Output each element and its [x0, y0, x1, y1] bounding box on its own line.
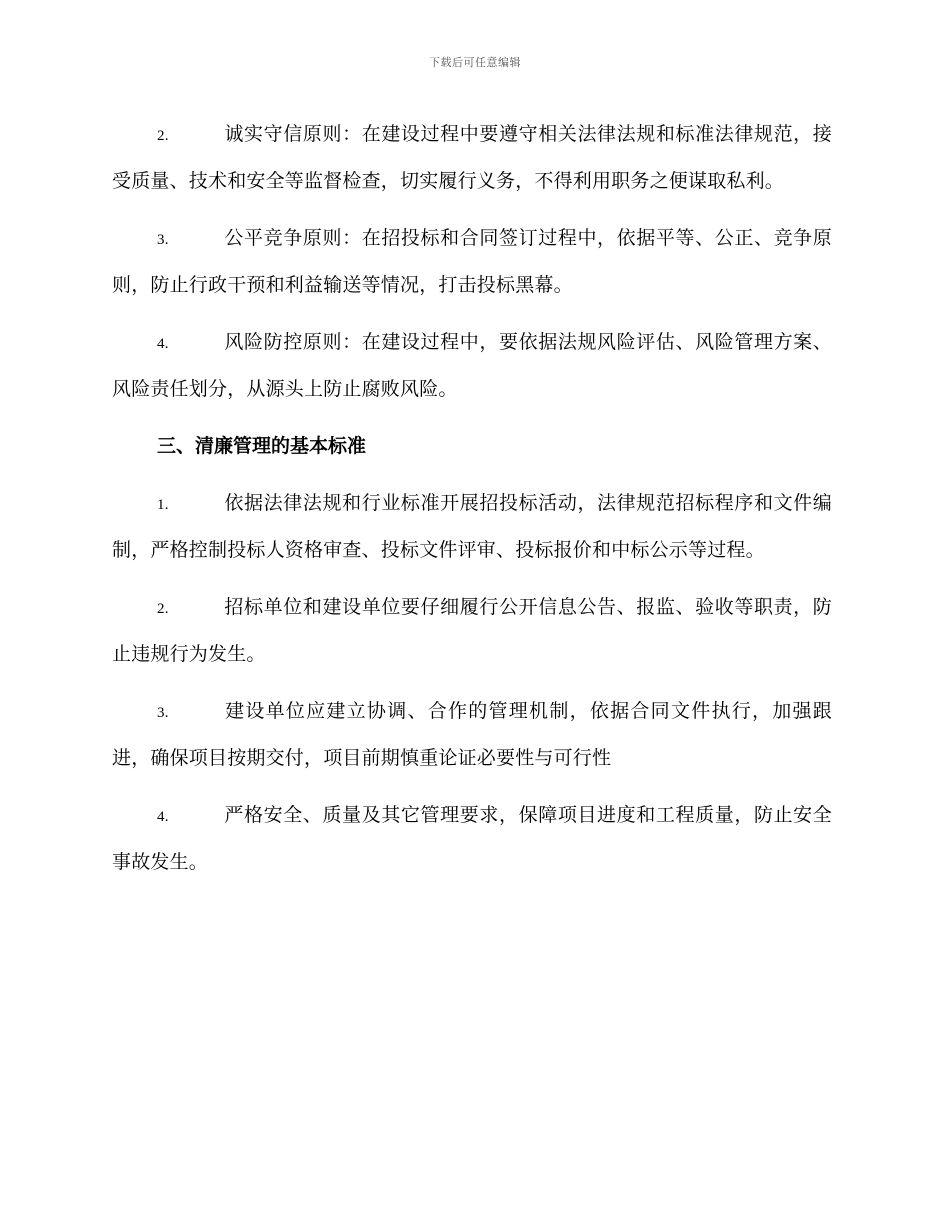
- principle-item-2: [112, 112, 832, 204]
- item-number: 4.: [157, 809, 169, 825]
- item-number: 2.: [157, 128, 169, 144]
- item-text: 诚实守信原则：在建设过程中要遵守相关法律法规和标准法律规范，接受质量、技术和安全等监督检查，切实履行义务，不得利用职务之便谋取私利。: [112, 123, 832, 192]
- standard-item-1: [112, 481, 832, 573]
- page-header: 下载后可任意编辑: [429, 56, 521, 69]
- standard-item-3: [112, 689, 832, 781]
- item-text: 招标单位和建设单位要仔细履行公开信息公告、报监、验收等职责，防止违规行为发生。: [112, 596, 832, 665]
- document-body: [112, 112, 832, 897]
- item-number: 2.: [157, 601, 169, 617]
- standard-item-2: [112, 585, 832, 677]
- item-text: 严格安全、质量及其它管理要求，保障项目进度和工程质量，防止安全事故发生。: [112, 804, 832, 873]
- item-text: 依据法律法规和行业标准开展招投标活动，法律规范招标程序和文件编制，严格控制投标人资格审查、投标文件评审、投标报价和中标公示等过程。: [112, 492, 832, 561]
- standard-item-4: [112, 793, 832, 885]
- item-number: 3.: [157, 232, 169, 248]
- principle-item-3: [112, 216, 832, 308]
- principle-item-4: [112, 320, 832, 412]
- item-text: 风险防控原则：在建设过程中，要依据法规风险评估、风险管理方案、风险责任划分，从源头上防止腐败风险。: [112, 331, 832, 400]
- section-heading: 三、清廉管理的基本标准: [157, 435, 367, 457]
- item-number: 4.: [157, 336, 169, 352]
- item-text: 建设单位应建立协调、合作的管理机制，依据合同文件执行，加强跟进，确保项目按期交付，项目前期慎重论证必要性与可行性: [112, 700, 832, 769]
- item-number: 1.: [157, 497, 169, 513]
- item-text: 公平竞争原则：在招投标和合同签订过程中，依据平等、公正、竞争原则，防止行政干预和利益输送等情况，打击投标黑幕。: [112, 227, 832, 296]
- item-number: 3.: [157, 705, 169, 721]
